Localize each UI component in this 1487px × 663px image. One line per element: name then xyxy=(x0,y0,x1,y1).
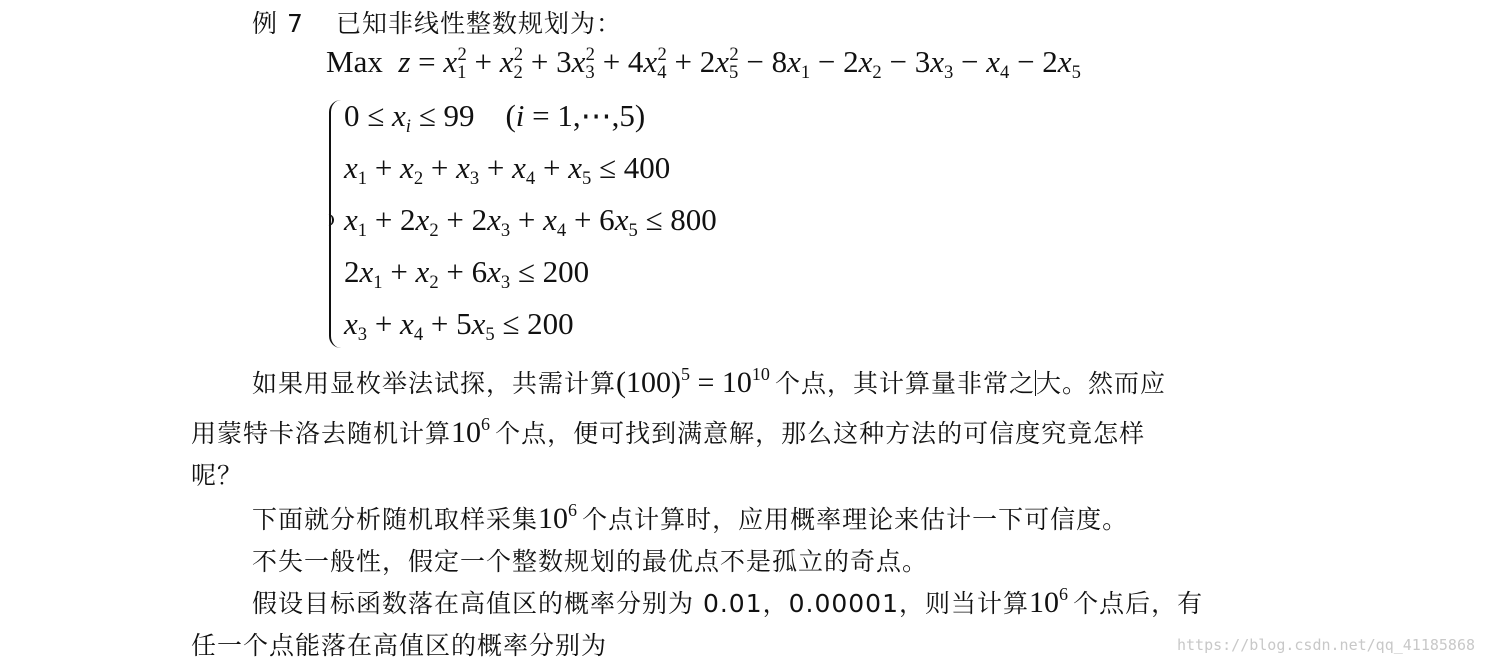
p1-text-b: 个点，其计算量非常之 xyxy=(775,369,1036,398)
p1-text-c: 大。然而应 xyxy=(1036,369,1167,398)
p2-math: $10^6$ xyxy=(451,414,491,449)
p2-text-b: 个点，便可找到满意解，那么这种方法的可信度究竟怎样 xyxy=(495,419,1146,448)
paragraph-5: 不失一般性，假定一个整数规划的最优点不是孤立的奇点。 xyxy=(252,547,929,576)
constraint-1: $x_1 + x_2 + x_3 + x_4 + x_5 \le 400$ xyxy=(344,150,671,189)
p1-math-a: $(100)^5 = 10^{10}$ xyxy=(616,364,770,399)
objective-text: Max $z = x_1^2 + x_2^2 + 3x_3^2 + 4x_4^2 + 2x_5^2 - 8x_1 - 2x_2 - 3x_3 - x_4 - 2x_5$ xyxy=(326,44,1081,83)
paragraph-3: 呢？ xyxy=(191,461,244,490)
paragraph-1 xyxy=(252,364,1166,400)
p1-text-a: 如果用显枚举法试探，共需计算 xyxy=(252,369,617,398)
p2-text-a: 用蒙特卡洛去随机计算 xyxy=(191,419,452,448)
paragraph-7: 任一个点能落在高值区的概率分别为 xyxy=(191,631,608,660)
p6-math: $10^6$ xyxy=(1029,584,1068,619)
paragraph-2 xyxy=(191,414,1145,450)
constraint-brace-tip xyxy=(322,214,334,226)
paragraph-6 xyxy=(252,584,1203,620)
p6-text-a: 假设目标函数落在高值区的概率分别为 0.01，0.00001，则当计算 xyxy=(252,589,1029,618)
p4-math: $10^6$ xyxy=(538,500,578,535)
p4-text-a: 下面就分析随机取样采集 xyxy=(252,505,539,534)
constraint-3: $2x_1 + x_2 + 6x_3 \le 200$ xyxy=(344,254,590,293)
watermark-text: https://blog.csdn.net/qq_41185868 xyxy=(1176,636,1475,654)
constraint-bounds: $0 \le x_i \le 99$ (i = 1,⋯,5) xyxy=(344,98,646,137)
objective-function xyxy=(326,44,1081,84)
p6-text-b: 个点后，有 xyxy=(1073,589,1204,618)
constraint-2: $x_1 + 2x_2 + 2x_3 + x_4 + 6x_5 \le 800$ xyxy=(344,202,717,241)
paragraph-4 xyxy=(252,500,1128,536)
constraint-4: $x_3 + x_4 + 5x_5 \le 200$ xyxy=(344,306,574,345)
example-title: 已知非线性整数规划为： xyxy=(336,9,623,38)
p4-text-b: 个点计算时，应用概率理论来估计一下可信度。 xyxy=(582,505,1129,534)
example-label: 例 7 xyxy=(252,9,304,38)
